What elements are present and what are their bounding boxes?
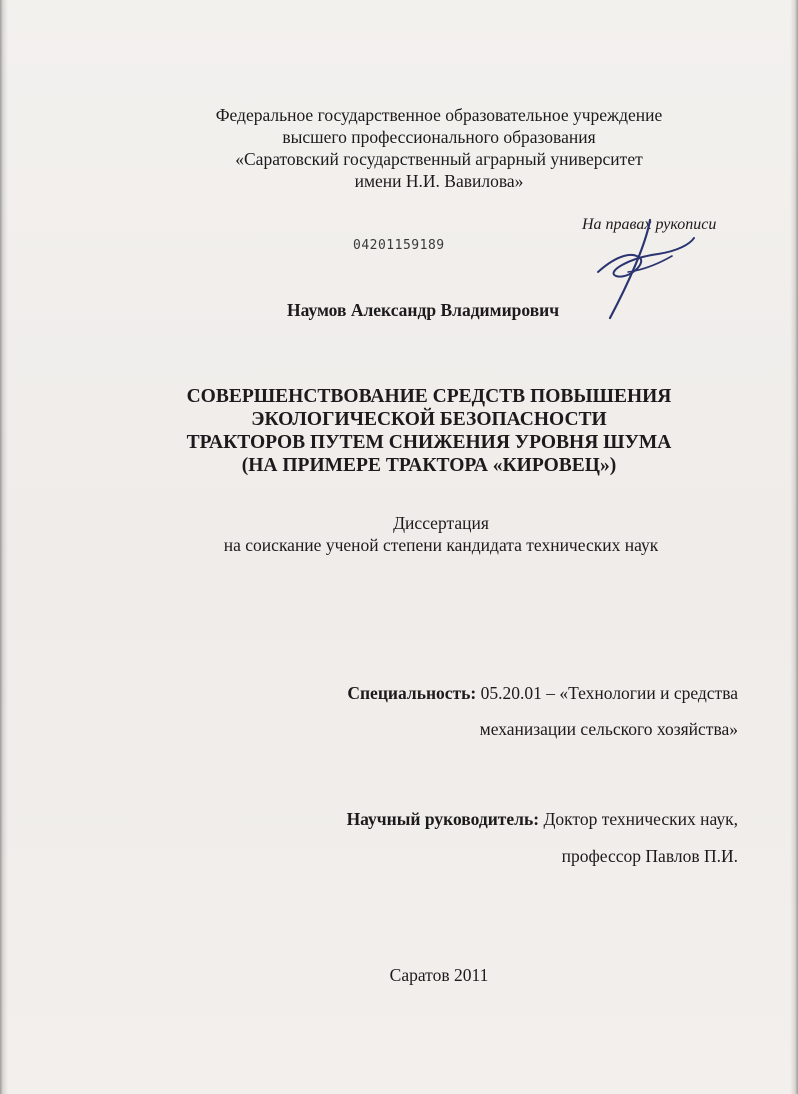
title-line-2: ЭКОЛОГИЧЕСКОЙ БЕЗОПАСНОСТИ xyxy=(251,409,607,430)
dissertation-type: Диссертация xyxy=(393,513,489,533)
org-line-2: высшего профессионального образования xyxy=(282,127,596,147)
manuscript-note: На правах рукописи xyxy=(582,216,717,233)
supervisor-value-1: Доктор технических наук, xyxy=(543,809,738,829)
specialty-line-2 xyxy=(480,719,738,740)
signature-icon xyxy=(588,214,698,324)
title-line-4: (НА ПРИМЕРЕ ТРАКТОРА «КИРОВЕЦ») xyxy=(241,455,617,476)
specialty-value-1: 05.20.01 – «Технологии и средства xyxy=(480,683,738,703)
supervisor-value-2: профессор Павлов П.И. xyxy=(561,846,738,866)
specialty-label: Специальность: xyxy=(347,683,477,703)
title-line-3: ТРАКТОРОВ ПУТЕМ СНИЖЕНИЯ УРОВНЯ ШУМА xyxy=(186,432,672,453)
org-line-4: имени Н.И. Вавилова» xyxy=(354,171,524,191)
organization-block xyxy=(40,104,798,192)
supervisor-line-2 xyxy=(562,846,738,867)
dissertation-degree: на соискание ученой степени кандидата технических наук xyxy=(223,535,659,555)
specialty-line-1 xyxy=(347,683,738,704)
org-line-1: Федеральное государственное образовательное учреждение xyxy=(215,105,663,125)
dissertation-title xyxy=(30,385,798,477)
city-year: Саратов 2011 xyxy=(389,965,489,985)
dissertation-type-block xyxy=(42,512,798,556)
author-name: Наумов Александр Владимирович xyxy=(287,300,560,320)
supervisor-label: Научный руководитель: xyxy=(346,809,540,829)
title-line-1: СОВЕРШЕНСТВОВАНИЕ СРЕДСТВ ПОВЫШЕНИЯ xyxy=(186,386,672,407)
org-line-3: «Саратовский государственный аграрный университет xyxy=(235,149,643,169)
catalog-number: 04201159189 xyxy=(353,238,445,253)
specialty-value-2: механизации сельского хозяйства» xyxy=(479,719,738,739)
supervisor-line-1 xyxy=(347,809,738,830)
